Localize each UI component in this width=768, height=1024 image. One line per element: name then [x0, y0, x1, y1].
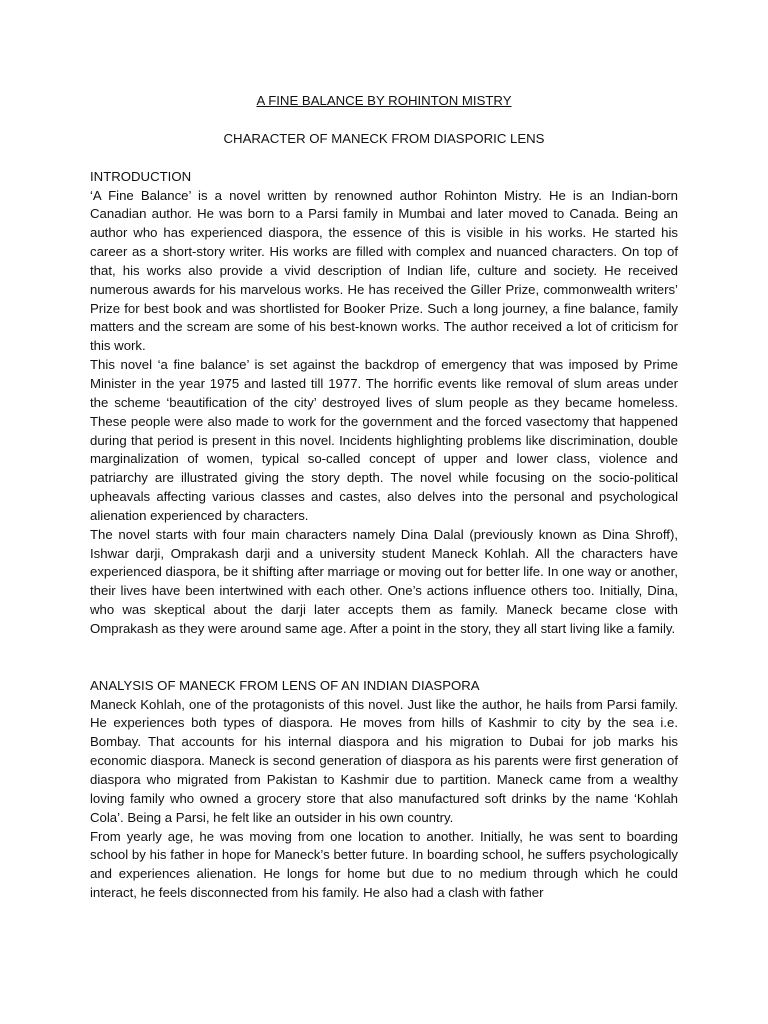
- paragraph: ‘A Fine Balance’ is a novel written by renowned author Rohinton Mistry. He is an Indian-born Canadian author. He was born to a Parsi family in Mumbai and later moved to Canada. Being an author who has experienced diaspora, the essence of this is visible in his works. He started his career as a short-story writer. His works are filled with complex and nuanced characters. On top of that, his works also provide a vivid description of Indian life, culture and society. He received numerous awards for his marvelous works. He has received the Giller Prize, commonwealth writers’ Prize for best book and was shortlisted for Booker Prize. Such a long journey, a fine balance, family matters and the scream are some of his best-known works. The author received a lot of criticism for this work.: [90, 187, 678, 354]
- section-heading-introduction: INTRODUCTION: [90, 168, 192, 184]
- paragraph: This novel ‘a fine balance’ is set against the backdrop of emergency that was imposed by Prime Minister in the year 1975 and lasted till 1977. The horrific events like removal of slum areas under the scheme ‘beautification of the city’ destroyed lives of slum people as they became homeless. These people were also made to work for the government and the forced vasectomy that happened during that period is present in this novel. Incidents highlighting problems like discrimination, double marginalization of women, typical so-called concept of upper and lower class, violence and patriarchy are illustrated giving the story depth. The novel while focusing on the socio-political upheavals affecting various classes and castes, also delves into the personal and psychological alienation experienced by characters.: [90, 357, 678, 523]
- paragraph: Maneck Kohlah, one of the protagonists of this novel. Just like the author, he hails from Parsi family. He experiences both types of diaspora. He moves from hills of Kashmir to city by the sea i.e. Bombay. That accounts for his internal diaspora and his migration to Dubai for job marks his economic diaspora. Maneck is second generation of diaspora as his parents were first generation of diaspora who migrated from Pakistan to Kashmir due to partition. Maneck came from a wealthy loving family who owned a grocery store that also manufactured soft drinks by the name ‘Kohlah Cola’. Being a Parsi, he felt like an outsider in his own country.: [90, 696, 678, 825]
- paragraph: The novel starts with four main characters namely Dina Dalal (previously known as Dina Shroff), Ishwar darji, Omprakash darji and a university student Maneck Kohlah. All the characters have experienced diaspora, be it shifting after marriage or moving out for better life. In one way or another, their lives have been intertwined with each other. One’s actions influence others too. Initially, Dina, who was skeptical about the darji later accepts them as family. Maneck became close with Omprakash as they were around same age. After a point in the story, they all start living like a family.: [90, 526, 678, 636]
- document-page: [90, 92, 678, 903]
- analysis-section: [90, 677, 678, 903]
- section-heading-analysis: ANALYSIS OF MANECK FROM LENS OF AN INDIAN DIASPORA: [90, 677, 480, 693]
- document-title: A FINE BALANCE BY ROHINTON MISTRY: [256, 93, 512, 108]
- document-subtitle: CHARACTER OF MANECK FROM DIASPORIC LENS: [223, 130, 545, 146]
- introduction-section: [90, 168, 678, 639]
- paragraph: From yearly age, he was moving from one location to another. Initially, he was sent to boarding school by his father in hope for Maneck’s better future. In boarding school, he suffers psychologically and experiences alienation. He longs for home but due to no medium through which he could interact, he feels disconnected from his family. He also had a clash with father: [90, 828, 678, 901]
